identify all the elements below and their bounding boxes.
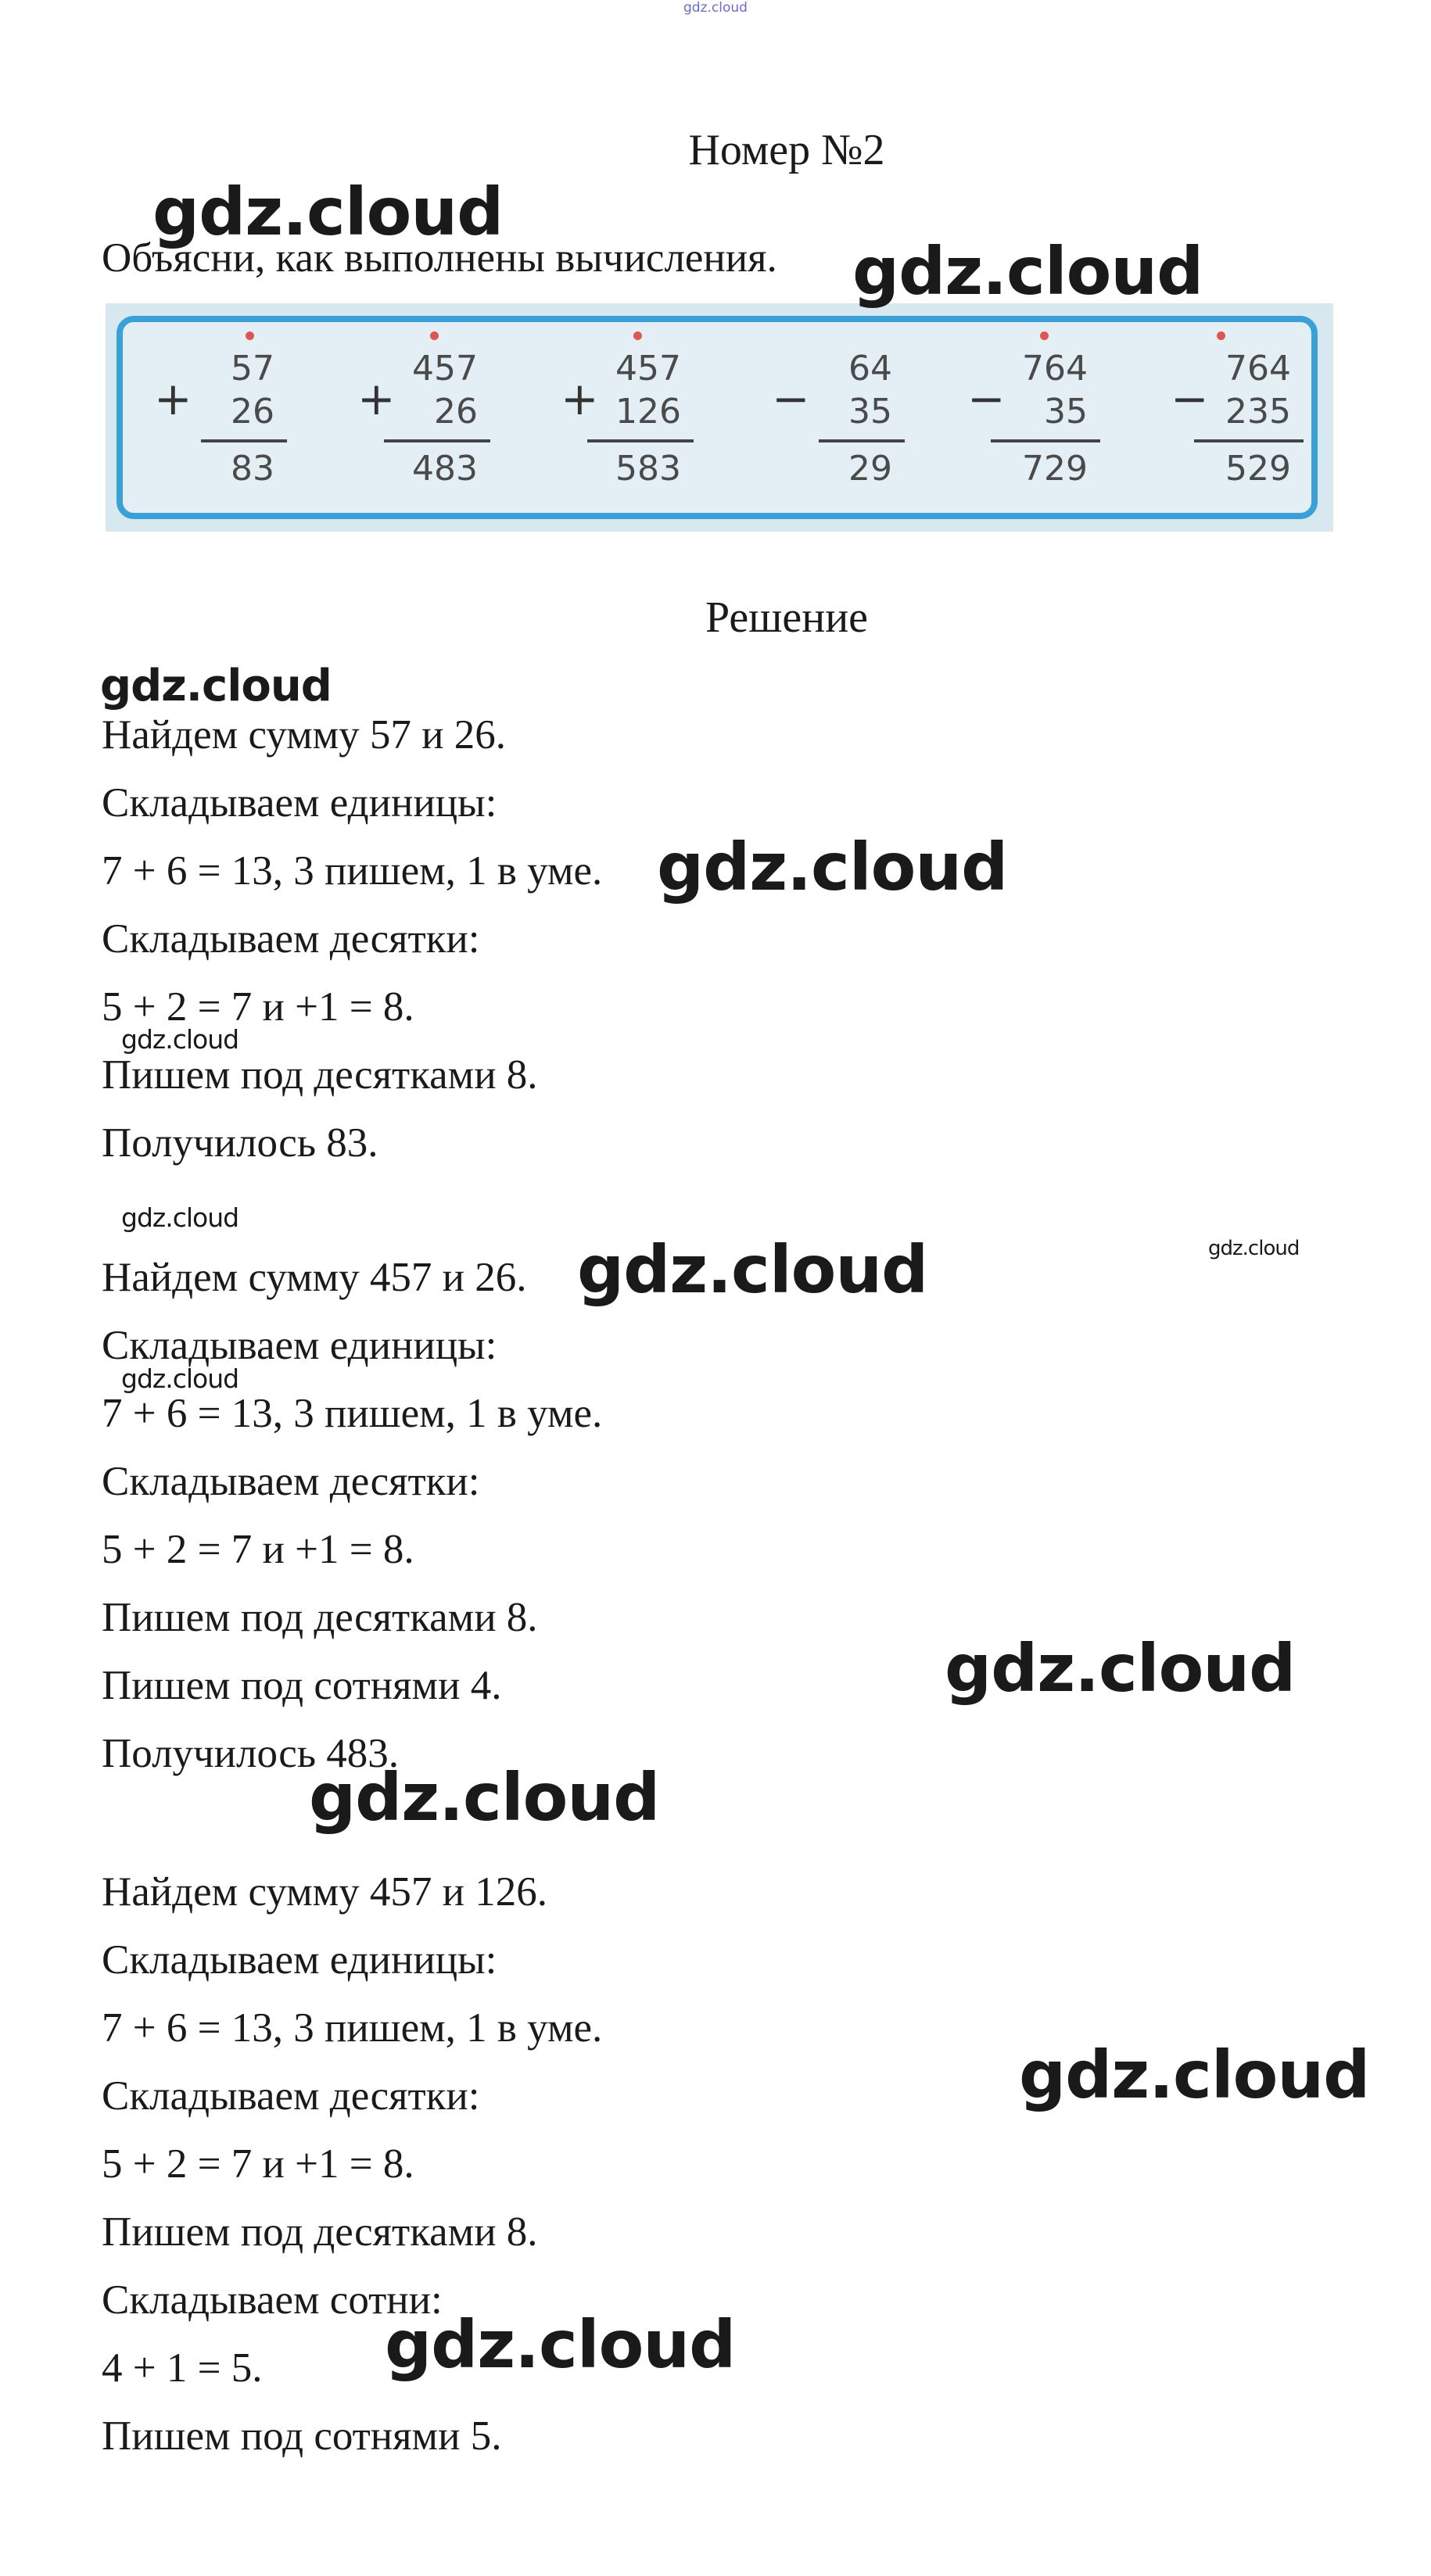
solution-line: 4 + 1 = 5.	[102, 2345, 263, 2391]
example-result: 729	[1022, 449, 1088, 489]
watermark: gdz.cloud	[657, 829, 1008, 905]
solution-line: Найдем сумму 457 и 26.	[102, 1255, 527, 1300]
solution-line: 5 + 2 = 7 и +1 = 8.	[102, 1527, 414, 1572]
solution-line: 5 + 2 = 7 и +1 = 8.	[102, 984, 414, 1030]
page-title: Номер №2	[688, 126, 885, 174]
solution-line: Пишем под сотнями 4.	[102, 1663, 502, 1708]
solution-line: 5 + 2 = 7 и +1 = 8.	[102, 2141, 414, 2187]
operator-sign: +	[154, 372, 192, 425]
example-2	[357, 349, 490, 505]
solution-line: Складываем единицы:	[102, 1937, 497, 1983]
operator-sign: −	[967, 372, 1006, 425]
example-result: 529	[1225, 449, 1291, 489]
watermark: gdz.cloud	[121, 1202, 239, 1233]
example-bottom-number: 126	[615, 392, 681, 432]
watermark: gdz.cloud	[852, 233, 1203, 310]
solution-line: Пишем под десятками 8.	[102, 1595, 538, 1640]
example-underline	[201, 439, 287, 442]
watermark: gdz.cloud	[945, 1630, 1296, 1707]
example-underline	[1194, 439, 1304, 442]
example-bottom-number: 26	[434, 392, 478, 432]
examples-frame	[117, 316, 1318, 519]
watermark: gdz.cloud	[1208, 1237, 1300, 1260]
example-1	[154, 349, 287, 505]
carry-dot-icon	[246, 331, 254, 340]
example-top-number: 64	[848, 349, 892, 389]
watermark: gdz.cloud	[309, 1759, 660, 1836]
solution-line: 7 + 6 = 13, 3 пишем, 1 в уме.	[102, 2005, 603, 2051]
example-result: 583	[615, 449, 681, 489]
solution-line: Складываем десятки:	[102, 2073, 480, 2119]
example-top-number: 764	[1022, 349, 1088, 389]
watermark: gdz.cloud	[121, 1363, 239, 1394]
solution-line: Складываем единицы:	[102, 1323, 497, 1368]
operator-sign: +	[357, 372, 396, 425]
watermark: gdz.cloud	[385, 2306, 736, 2383]
solution-line: Складываем десятки:	[102, 916, 480, 962]
example-underline	[991, 439, 1100, 442]
watermark: gdz.cloud	[121, 1024, 239, 1055]
operator-sign: −	[772, 372, 810, 425]
example-bottom-number: 35	[848, 392, 892, 432]
example-underline	[819, 439, 905, 442]
watermark: gdz.cloud	[152, 174, 504, 250]
solution-line: Получилось 483.	[102, 1731, 400, 1776]
solution-line: Найдем сумму 457 и 126.	[102, 1869, 548, 1915]
example-result: 83	[231, 449, 274, 489]
examples-image	[106, 303, 1333, 532]
example-result: 483	[412, 449, 478, 489]
example-4	[772, 349, 905, 505]
solution-line: Пишем под десятками 8.	[102, 1052, 538, 1098]
top-watermark: gdz.cloud	[683, 0, 748, 16]
example-underline	[384, 439, 490, 442]
solution-line: Пишем под сотнями 5.	[102, 2413, 502, 2459]
example-5	[967, 349, 1100, 505]
carry-dot-icon	[430, 331, 439, 340]
watermark: gdz.cloud	[577, 1231, 928, 1308]
solution-line: Пишем под десятками 8.	[102, 2209, 538, 2255]
example-bottom-number: 35	[1044, 392, 1088, 432]
solution-line: Складываем сотни:	[102, 2277, 443, 2323]
example-bottom-number: 26	[231, 392, 274, 432]
solution-line: Складываем десятки:	[102, 1459, 480, 1504]
example-top-number: 457	[615, 349, 681, 389]
watermark: gdz.cloud	[1019, 2037, 1370, 2113]
solution-line: 7 + 6 = 13, 3 пишем, 1 в уме.	[102, 848, 603, 894]
carry-dot-icon	[1217, 331, 1225, 340]
task-text: Объясни, как выполнены вычисления.	[102, 235, 777, 281]
example-3	[561, 349, 694, 505]
example-top-number: 764	[1225, 349, 1291, 389]
example-top-number: 457	[412, 349, 478, 389]
example-6	[1171, 349, 1304, 505]
example-bottom-number: 235	[1225, 392, 1291, 432]
example-underline	[587, 439, 694, 442]
solution-line: 7 + 6 = 13, 3 пишем, 1 в уме.	[102, 1391, 603, 1436]
example-top-number: 57	[231, 349, 274, 389]
example-result: 29	[848, 449, 892, 489]
solution-line: Найдем сумму 57 и 26.	[102, 712, 507, 758]
watermark: gdz.cloud	[100, 661, 332, 711]
solution-title: Решение	[705, 593, 869, 642]
solution-line: Складываем единицы:	[102, 780, 497, 826]
solution-line: Получилось 83.	[102, 1120, 378, 1166]
operator-sign: −	[1171, 372, 1209, 425]
carry-dot-icon	[633, 331, 642, 340]
operator-sign: +	[561, 372, 599, 425]
carry-dot-icon	[1040, 331, 1049, 340]
